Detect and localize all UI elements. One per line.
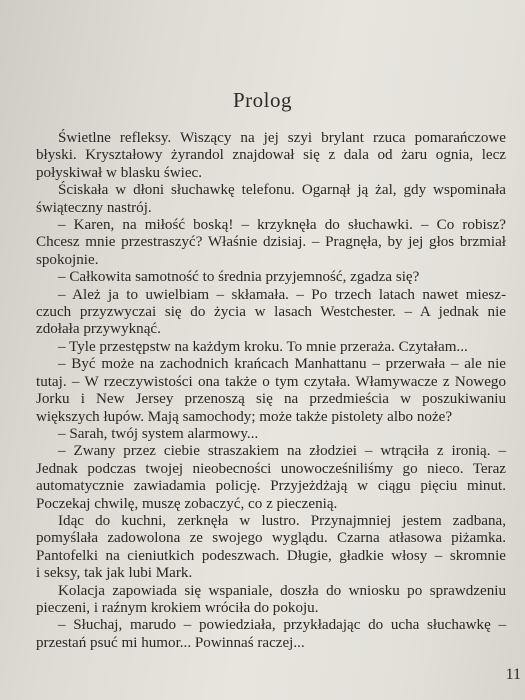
page-number: 11 [505,666,521,683]
text-line: spokojnie. [36,251,99,268]
text-line: i seksy, tak jak lubi Mark. [36,565,193,582]
text-line: połyskiwał w blasku świec. [36,164,203,181]
text-line: Kolacja zapowiada się wspaniale, doszła do wniosku po sprawdzeniu [58,582,506,599]
text-line: Jorku i New Jersey przenoszą się na przedmieścia w poszukiwaniu [36,391,506,408]
text-line: zdołała przywyknąć. [36,321,161,338]
text-line: czuch przyzwyczai się do życia w lasach Westchester. – A jednak nie [36,304,506,321]
text-line: pieczeni, i raźnym krokiem wróciła do pokoju. [36,599,319,616]
text-line: – Całkowita samotność to średnia przyjemność, zgadza się? [58,269,420,286]
text-line: Idąc do kuchni, zerknęła w lustro. Przynajmniej jestem zadbana, [58,512,506,529]
text-line: przestań psuć mi humor... Powinnaś raczej... [36,634,305,651]
text-line: automatycznie zawiadamia policję. Przyjeżdżają w ciągu pięciu minut. [36,478,506,495]
text-line: Świetlne refleksy. Wiszący na jej szyi brylant rzuca pomarańczowe [58,130,506,146]
text-line: Pantofelki na cieniutkich podeszwach. Długie, gładkie włosy – skromnie [36,547,506,564]
text-line: większych łupów. Mają samochody; może także pistolety albo noże? [36,408,453,425]
text-line: Chcesz mnie przestraszyć? Właśnie dzisiaj. – Pragnęła, by jej głos brzmiał [36,234,506,251]
text-line: – Karen, na miłość boską! – krzyknęła do słuchawki. – Co robisz? [58,217,506,234]
text-line: pomyślała zadowolona ze swojego wyglądu. Czarna atłasowa piżamka. [36,530,506,547]
text-line: Ściskała w dłoni słuchawkę telefonu. Ogarnął ją żal, gdy wspominała [58,182,506,199]
text-line: Jednak podczas twojej nieobecności unowocześniliśmy go nieco. Teraz [36,460,506,477]
text-line: – Ależ ja to uwielbiam – skłamała. – Po trzech latach nawet miesz- [58,286,506,303]
body-text [36,130,506,652]
text-line: – Słuchaj, marudo – powiedziała, przykładając do ucha słuchawkę – [58,617,506,634]
text-line: tutaj. – W rzeczywistości ona także o tym czytała. Włamywacze z Nowego [36,373,506,390]
chapter-title: Prolog [232,88,292,112]
text-line: – Być może na zachodnich krańcach Manhattanu – przerwała – ale nie [58,356,506,373]
text-line: świąteczny nastrój. [36,199,152,216]
text-line: – Sarah, twój system alarmowy... [58,425,259,442]
text-line: Poczekaj chwilę, muszę zobaczyć, co z pieczenią. [36,495,338,512]
text-line: błyski. Kryształowy żyrandol znajdował się z dala od żaru ognia, lecz [36,147,506,164]
text-line: – Zwany przez ciebie straszakiem na złodziei – wtrąciła z ironią. – [58,443,506,460]
text-line: – Tyle przestępstw na każdym kroku. To mnie przeraża. Czytałam... [58,338,468,355]
